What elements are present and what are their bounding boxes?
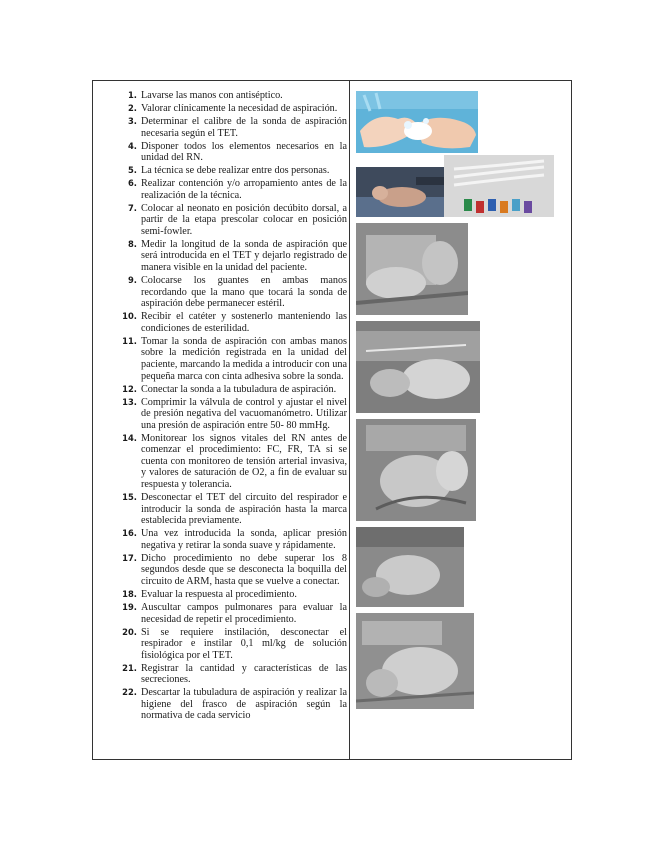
list-item [93, 528, 349, 551]
step-text: Medir la longitud de la sonda de aspiración que será introducida en el TET y dejarlo registrado de manera visible en la unidad del paciente. [141, 238, 347, 274]
list-item [93, 239, 349, 274]
step-number: 8. [127, 238, 137, 249]
list-item [93, 627, 349, 662]
step-text: Evaluar la respuesta al procedimiento. [141, 588, 297, 600]
catheters-image [444, 155, 554, 217]
list-item [93, 165, 349, 177]
list-item [93, 178, 349, 201]
step-text: Registrar la cantidad y características de las secreciones. [141, 662, 347, 686]
step-number: 21. [122, 662, 137, 673]
step-text: Realizar contención y/o arropamiento antes de la realización de la técnica. [141, 178, 347, 201]
handwashing-image [356, 91, 478, 153]
list-item [93, 602, 349, 625]
step-number: 17. [122, 552, 137, 563]
step-number: 2. [127, 102, 137, 113]
step-number: 13. [122, 396, 137, 407]
list-item [93, 589, 349, 601]
step-number: 12. [122, 383, 137, 394]
list-item [93, 275, 349, 310]
step-number: 11. [122, 335, 137, 346]
list-item [93, 553, 349, 588]
list-item [93, 141, 349, 164]
step-number: 5. [127, 165, 137, 176]
step-text: Una vez introducida la sonda, aplicar presión negativa y retirar la sonda suave y rápidamente. [141, 528, 347, 551]
step-number: 14. [122, 432, 137, 443]
step-text: Conectar la sonda a la tubuladura de aspiración. [141, 383, 337, 395]
list-item [93, 116, 349, 139]
step-text: Valorar clínicamente la necesidad de aspiración. [141, 102, 338, 114]
list-item [93, 687, 349, 722]
procedure-table [92, 80, 572, 760]
step-number: 18. [122, 588, 137, 599]
step-number: 19. [122, 601, 137, 612]
step-text: Desconectar el TET del circuito del respirador e introducir la sonda de aspiración hasta la marca establecida previamente. [141, 492, 347, 527]
list-item [93, 492, 349, 527]
step-number: 16. [122, 528, 137, 539]
step-text: Colocar al neonato en posición decúbito dorsal, a partir de la etapa prescolar colocar en posición semi-fowler. [141, 202, 347, 237]
measure-catheter-image [356, 223, 468, 315]
step-number: 15. [122, 492, 137, 503]
step-text: Recibir el catéter y sostenerlo manteniendo las condiciones de esterilidad. [141, 311, 347, 334]
step-text: Tomar la sonda de aspiración con ambas manos sobre la medición registrada en la unidad del paciente, marcando la medida a introducir con una pequeña marca con cinta adhesiva sobre la sonda. [141, 335, 347, 382]
list-item [93, 663, 349, 686]
photo-column [350, 81, 573, 759]
step-number: 10. [122, 311, 137, 322]
step-text: Colocarse los guantes en ambas manos recordando que la mano que tocará la sonda de aspiración debe permanecer estéril. [141, 275, 347, 310]
gloves-image [356, 321, 480, 413]
step-number: 20. [122, 626, 137, 637]
step-text: Descartar la tubuladura de aspiración y realizar la higiene del frasco de aspiración según la normativa de cada servicio [141, 687, 347, 722]
list-item [93, 433, 349, 491]
list-item [93, 103, 349, 115]
step-number: 6. [127, 178, 137, 189]
list-item [93, 311, 349, 334]
list-item [93, 397, 349, 432]
step-number: 3. [127, 115, 137, 126]
aspiration-image [356, 613, 474, 709]
step-text: Comprimir la válvula de control y ajustar el nivel de presión negativa del vacuomanómetro. Utilizar una presión de aspiración entre 50- 80 mmHg. [141, 396, 347, 431]
steps-list [93, 90, 349, 723]
step-number: 7. [127, 202, 137, 213]
step-text: Auscultar campos pulmonares para evaluar la necesidad de repetir el procedimiento. [141, 601, 347, 625]
step-number: 9. [127, 275, 137, 286]
connect-catheter-image [356, 419, 476, 521]
step-text: Determinar el calibre de la sonda de aspiración necesaria según el TET. [141, 115, 347, 139]
step-number: 4. [127, 140, 137, 151]
list-item [93, 384, 349, 396]
list-item [93, 90, 349, 102]
step-text: Si se requiere instilación, desconectar el respirador e instilar 0,1 ml/kg de solución fisiológica por el TET. [141, 626, 347, 661]
step-text: La técnica se debe realizar entre dos personas. [141, 165, 330, 177]
list-item [93, 336, 349, 382]
step-text: Monitorear los signos vitales del RN antes de comenzar el procedimiento: FC, FR, TA si se cuenta con monitoreo de tensión arterial invasiva, y valores de saturación de O2, a fin de evaluar su respuesta y tolerancia. [141, 432, 347, 491]
step-text: Dicho procedimiento no debe superar los 8 segundos desde que se desconecta la boquilla del circuito de ARM, hasta que se vuelve a conectar. [141, 552, 347, 587]
step-text: Disponer todos los elementos necesarios en la unidad del RN. [141, 140, 347, 164]
list-item [93, 203, 349, 238]
step-number: 22. [122, 687, 137, 698]
step-text: Lavarse las manos con antiséptico. [141, 90, 283, 101]
step-number: 1. [127, 90, 137, 100]
introduce-catheter-image [356, 527, 464, 607]
